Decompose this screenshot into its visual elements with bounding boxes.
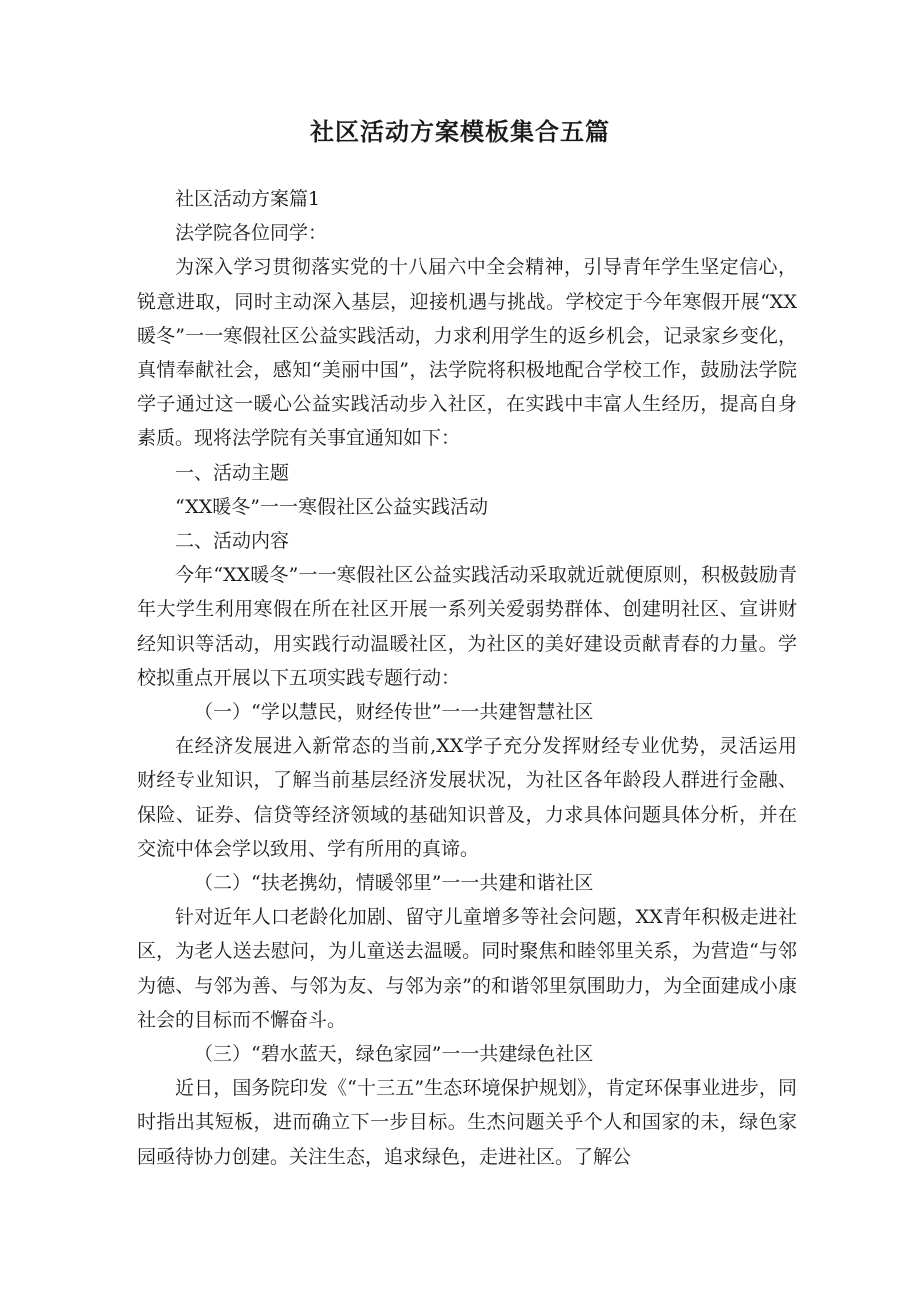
heading-activity-content: 二、活动内容: [175, 530, 290, 553]
smart-community-paragraph: 在经济发展进入新常态的当前,XX学子充分发挥财经专业优势，灵活运用财经专业知识，了解当前基层经济发展状况，为社区各年龄段人群进行金融、保险、证券、信贷等经济领域的基础知识普及，力求具体问题具体分析，并在交流中体会学以致用、学有所用的真谛。: [137, 735, 797, 860]
subheading-harmonious-community: （二）“扶老携幼，情暖邻里”一一共建和谐社区: [194, 872, 594, 895]
harmonious-community-paragraph: 针对近年人口老龄化加剧、留守儿童增多等社会问题，XX青年积极走进社区，为老人送去慰问，为儿童送去温暖。同时聚焦和睦邻里关系，为营造“与邻为德、与邻为善、与邻为友、与邻为亲”的和谐邻里氛围助力，为全面建成小康社会的目标而不懈奋斗。: [137, 906, 797, 1031]
green-community-paragraph: 近日，国务院印发《“十三五”生态环境保护规划》，肯定环保事业进步，同时指出其短板，进而确立下一步目标。生杰问题关乎个人和国家的未，绿色家园亟待协力创建。关注生态，追求绿色，走进社区。了解公: [137, 1077, 797, 1168]
section-heading-1: 社区活动方案篇1: [175, 188, 321, 210]
activity-theme-text: “XX暖冬”一一寒假社区公益实践活动: [175, 495, 489, 518]
salutation: 法学院各位同学：: [175, 222, 328, 245]
subheading-smart-community: （一）“学以慧民，财经传世”一一共建智慧社区: [194, 701, 594, 724]
activity-content-paragraph: 今年“XX暖冬”一一寒假社区公益实践活动采取就近就便原则，积极鼓励青年大学生利用寒假在所在社区开展一系列关爱弱势群体、创建明社区、宣讲财经知识等活动，用实践行动温暖社区，为社区的美好建设贡献青春的力量。学校拟重点开展以下五项实践专题行动：: [137, 564, 797, 689]
intro-paragraph: 为深入学习贯彻落实党的十八届六中全会精神，引导青年学生坚定信心，锐意进取，同时主动深入基层，迎接机遇与挑战。学校定于今年寒假开展“XX暖冬”一一寒假社区公益实践活动，力求利用学生的返乡机会，记录家乡变化，真情奉献社会，感知“美丽中国”，法学院将积极地配合学校工作，鼓励法学院学子通过这一暖心公益实践活动步入社区，在实践中丰富人生经历，提高自身素质。现将法学院有关事宜通知如下：: [137, 256, 797, 450]
document-body: [137, 182, 797, 1174]
document-title: 社区活动方案模板集合五篇: [310, 118, 610, 146]
heading-activity-theme: 一、活动主题: [175, 461, 290, 484]
subheading-green-community: （三）“碧水蓝天，绿色家园”一一共建绿色社区: [194, 1043, 594, 1066]
